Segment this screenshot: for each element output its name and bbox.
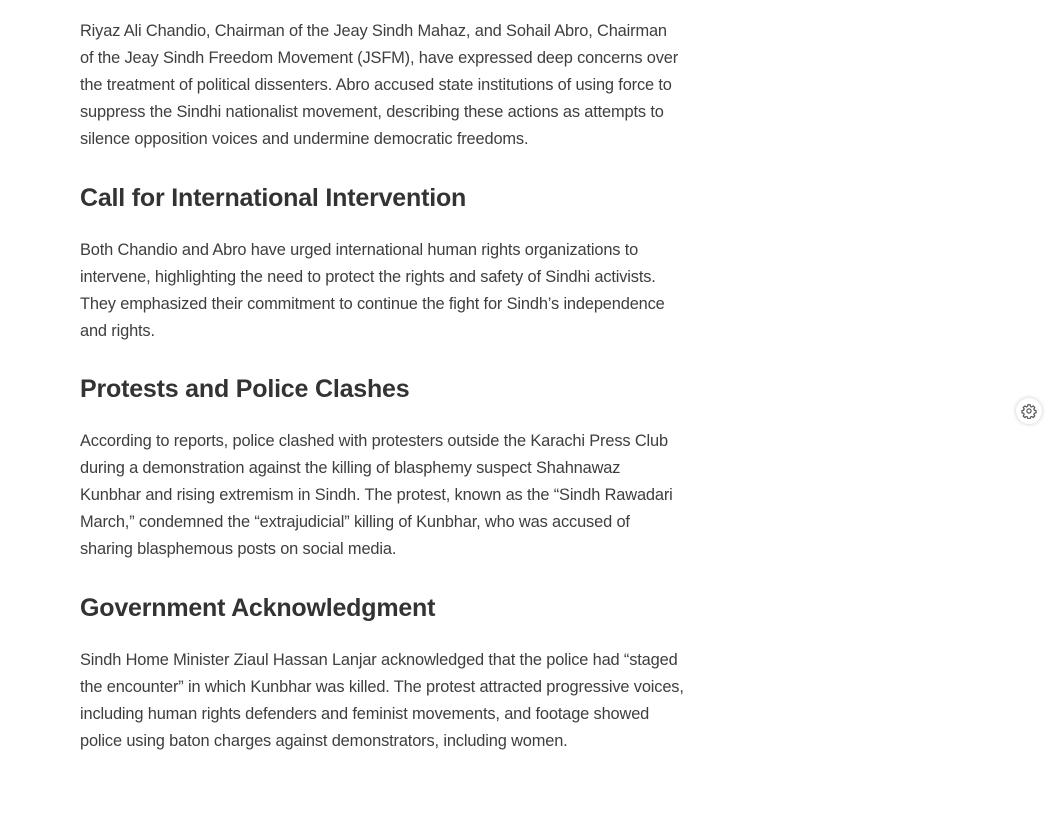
- section-heading-international-intervention: Call for International Intervention: [80, 184, 467, 212]
- gear-icon: [1021, 403, 1037, 419]
- section-heading-government-acknowledgment: Government Acknowledgment: [80, 594, 436, 622]
- section-heading-protests-police-clashes: Protests and Police Clashes: [80, 375, 410, 403]
- section-paragraph-protests-police-clashes: According to reports, police clashed with protesters outside the Karachi Press Club during a demonstration against the killing of blasphemy suspect Shahnawaz Kunbhar and rising extremism in Sindh. The protest, known as the “Sindh Rawadari March,” condemned the “extrajudicial” killing of Kunbhar, who was accused of sharing blasphemous posts on social media.: [80, 432, 673, 558]
- section-paragraph-government-acknowledgment: Sindh Home Minister Ziaul Hassan Lanjar acknowledged that the police had “staged the encounter” in which Kunbhar was killed. The protest attracted progressive voices, including human rights defenders and feminist movements, and footage showed police using baton charges against demonstrators, including women.: [80, 651, 684, 750]
- section-paragraph-international-intervention: Both Chandio and Abro have urged international human rights organizations to intervene, highlighting the need to protect the rights and safety of Sindhi activists. They emphasized their commitment to continue the fight for Sindh’s independence and rights.: [80, 241, 665, 340]
- settings-widget-button[interactable]: [1016, 398, 1042, 424]
- intro-paragraph: Riyaz Ali Chandio, Chairman of the Jeay Sindh Mahaz, and Sohail Abro, Chairman of the Jeay Sindh Freedom Movement (JSFM), have expressed deep concerns over the treatment of political dissenters. Abro accused state institutions of using force to suppress the Sindhi nationalist movement, describing these actions as attempts to silence opposition voices and undermine democratic freedoms.: [80, 22, 679, 148]
